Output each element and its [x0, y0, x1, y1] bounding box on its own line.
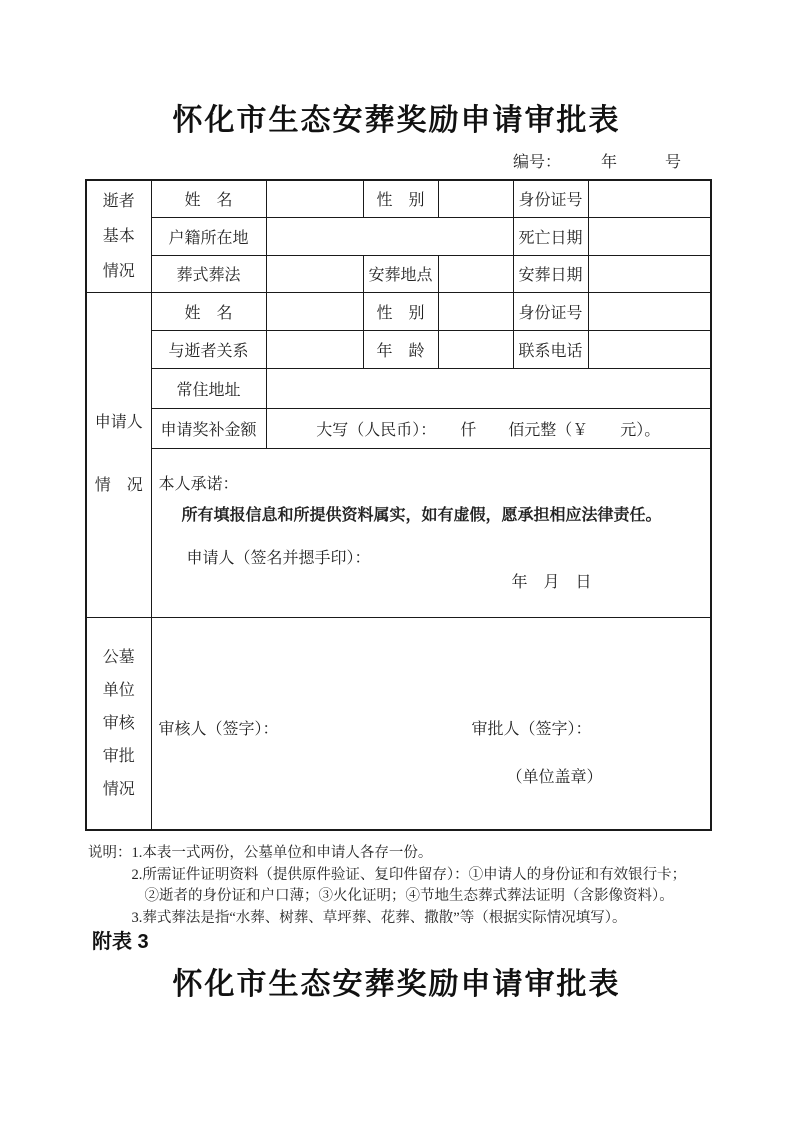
section-label-deceased: [86, 180, 151, 292]
approver-signature-label: 审批人（签字）：: [471, 720, 592, 738]
section-label-deceased-stack: [87, 184, 151, 289]
section-line: 情 况: [94, 477, 143, 494]
field-deceased-name: [266, 180, 363, 217]
field-applicant-relation: [266, 330, 363, 368]
notes-lines: [132, 843, 687, 929]
label-applicant-name: 姓 名: [151, 292, 266, 330]
notes-prefix: 说明：: [88, 845, 132, 861]
section-label-applicant-stack: [87, 414, 151, 495]
note-line-2: 2.所需证件证明资料（提供原件验证、复印件留存）：①申请人的身份证和有效银行卡；: [131, 866, 687, 883]
field-applicant-address: [266, 368, 711, 408]
commitment-cell: [151, 448, 711, 617]
signature-date-line: 年 月 日: [511, 573, 592, 591]
label-burial-date: 安葬日期: [513, 255, 588, 292]
field-burial-place: [438, 255, 513, 292]
note-line-3: ②逝者的身份证和户口薄；③火化证明；④节地生态葬式葬法证明（含影像资料）。: [144, 888, 674, 904]
label-applicant-id: 身份证号: [513, 292, 588, 330]
field-applicant-name: [266, 292, 363, 330]
label-deceased-death-date: 死亡日期: [513, 217, 588, 255]
field-deceased-death-date: [588, 217, 711, 255]
label-burial-method: 葬式葬法: [151, 255, 266, 292]
application-form-table: [85, 179, 712, 831]
label-deceased-residence: 户籍所在地: [151, 217, 266, 255]
section-line: 单位: [102, 681, 135, 699]
notes-block: [88, 843, 718, 929]
field-deceased-id: [588, 180, 711, 217]
label-deceased-id: 身份证号: [513, 180, 588, 217]
label-deceased-gender: 性 别: [363, 180, 438, 217]
field-applicant-gender: [438, 292, 513, 330]
commitment-statement: 所有填报信息和所提供资料属实，如有虚假，愿承担相应法律责任。: [181, 506, 662, 524]
label-deceased-name: 姓 名: [151, 180, 266, 217]
label-reward-amount: 申请奖补金额: [151, 408, 266, 448]
section-line: 基本: [102, 227, 135, 245]
unit-seal-label: （单位盖章）: [506, 768, 603, 786]
section-label-applicant: [86, 292, 151, 617]
section-line: 审核: [102, 714, 135, 732]
field-burial-method: [266, 255, 363, 292]
appendix-label: 附表 3: [92, 931, 149, 953]
field-burial-date: [588, 255, 711, 292]
field-applicant-age: [438, 330, 513, 368]
label-applicant-gender: 性 别: [363, 292, 438, 330]
field-reward-amount: 大写（人民币）： 仟 佰元整（￥ 元）。: [266, 408, 711, 448]
applicant-signature-label: 申请人（签名并摁手印）：: [186, 549, 371, 567]
field-applicant-phone: [588, 330, 711, 368]
label-applicant-relation: 与逝者关系: [151, 330, 266, 368]
label-applicant-age: 年 龄: [363, 330, 438, 368]
section-label-cemetery-stack: [87, 641, 151, 806]
field-deceased-residence: [266, 217, 513, 255]
section-line: 逝者: [102, 192, 135, 210]
label-applicant-phone: 联系电话: [513, 330, 588, 368]
section-line: 情况: [102, 780, 135, 798]
serial-number-line: 编号： 年 号: [513, 154, 682, 171]
section-line: 公墓: [102, 648, 135, 666]
commitment-title: 本人承诺：: [158, 475, 239, 493]
review-approval-cell: [151, 617, 711, 830]
next-page-form-title: 怀化市生态安葬奖励申请审批表: [172, 968, 621, 1001]
label-burial-place: 安葬地点: [363, 255, 438, 292]
note-line-1: 1.本表一式两份，公墓单位和申请人各存一份。: [131, 845, 433, 861]
section-line: 情况: [102, 262, 135, 280]
field-deceased-gender: [438, 180, 513, 217]
section-line: 申请人: [94, 414, 143, 431]
section-line: 审批: [102, 747, 135, 765]
note-line-4: 3.葬式葬法是指“水葬、树葬、草坪葬、花葬、撒散”等（根据实际情况填写）。: [131, 909, 627, 926]
form-title: 怀化市生态安葬奖励申请审批表: [172, 104, 621, 137]
field-applicant-id: [588, 292, 711, 330]
reviewer-signature-label: 审核人（签字）：: [158, 720, 279, 738]
section-label-cemetery-review: [86, 617, 151, 830]
label-applicant-address: 常住地址: [151, 368, 266, 408]
